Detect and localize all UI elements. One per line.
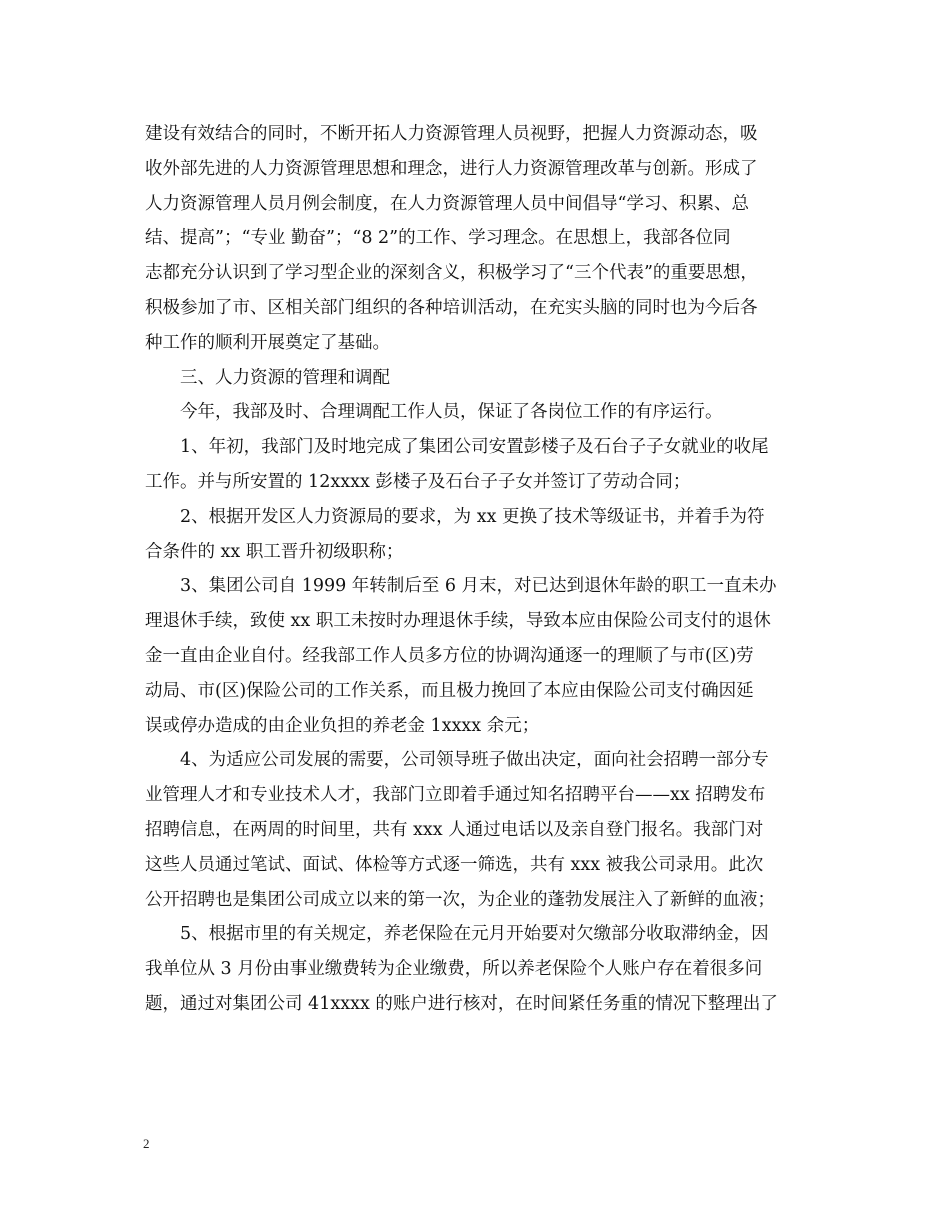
text-line: 三、人力资源的管理和调配	[180, 367, 390, 388]
text-line: 结、提高”；“专业 勤奋”；“8 2”的工作、学习理念。在思想上，我部各位同	[145, 228, 731, 249]
text-line: 2、根据开发区人力资源局的要求，为 xx 更换了技术等级证书，并着手为符	[180, 506, 765, 527]
text-line: 工作。并与所安置的 12xxxx 彭楼子及石台子子女并签订了劳动合同；	[145, 471, 691, 492]
text-line: 积极参加了市、区相关部门组织的各种培训活动，在充实头脑的同时也为今后各	[145, 297, 758, 318]
text-line: 这些人员通过笔试、面试、体检等方式逐一筛选，共有 xxx 被我公司录用。此次	[145, 854, 764, 875]
text-line: 3、集团公司自 1999 年转制后至 6 月末，对已达到退休年龄的职工一直未办	[180, 576, 777, 597]
text-line: 题，通过对集团公司 41xxxx 的账户进行核对，在时间紧任务重的情况下整理出了	[145, 993, 778, 1014]
text-line: 志都充分认识到了学习型企业的深刻含义，积极学习了“三个代表”的重要思想，	[145, 263, 758, 284]
page-number: 2	[143, 1136, 150, 1151]
body-text	[145, 117, 815, 1022]
text-line: 人力资源管理人员月例会制度，在人力资源管理人员中间倡导“学习、积累、总	[145, 193, 749, 214]
text-line: 收外部先进的人力资源管理思想和理念，进行人力资源管理改革与创新。形成了	[145, 158, 758, 179]
text-line: 4、为适应公司发展的需要，公司领导班子做出决定，面向社会招聘一部分专	[180, 750, 769, 771]
text-line: 今年，我部及时、合理调配工作人员，保证了各岗位工作的有序运行。	[180, 402, 723, 423]
text-line: 建设有效结合的同时，不断开拓人力资源管理人员视野，把握人力资源动态，吸	[145, 124, 758, 144]
text-line: 招聘信息，在两周的时间里，共有 xxx 人通过电话以及亲自登门报名。我部门对	[145, 819, 764, 840]
text-line: 我单位从 3 月份由事业缴费转为企业缴费，所以养老保险个人账户存在着很多问	[145, 959, 763, 980]
text-line: 5、根据市里的有关规定，养老保险在元月开始要对欠缴部分收取滞纳金，因	[180, 924, 769, 945]
text-line: 合条件的 xx 职工晋升初级职称；	[145, 541, 404, 562]
text-line: 业管理人才和专业技术人才，我部门立即着手通过知名招聘平台——xx 招聘发布	[145, 785, 766, 806]
text-line: 理退休手续，致使 xx 职工未按时办理退休手续，导致本应由保险公司支付的退休	[145, 611, 771, 632]
text-line: 误或停办造成的由企业负担的养老金 1xxxx 余元；	[145, 715, 540, 736]
text-line: 种工作的顺利开展奠定了基础。	[145, 332, 390, 353]
text-line: 金一直由企业自付。经我部工作人员多方位的协调沟通逐一的理顺了与市(区)劳	[145, 645, 754, 666]
text-line: 公开招聘也是集团公司成立以来的第一次，为企业的蓬勃发展注入了新鲜的血液；	[145, 889, 775, 910]
text-line: 1、年初，我部门及时地完成了集团公司安置彭楼子及石台子子女就业的收尾	[180, 437, 769, 458]
text-line: 动局、市(区)保险公司的工作关系，而且极力挽回了本应由保险公司支付确因延	[145, 680, 754, 701]
